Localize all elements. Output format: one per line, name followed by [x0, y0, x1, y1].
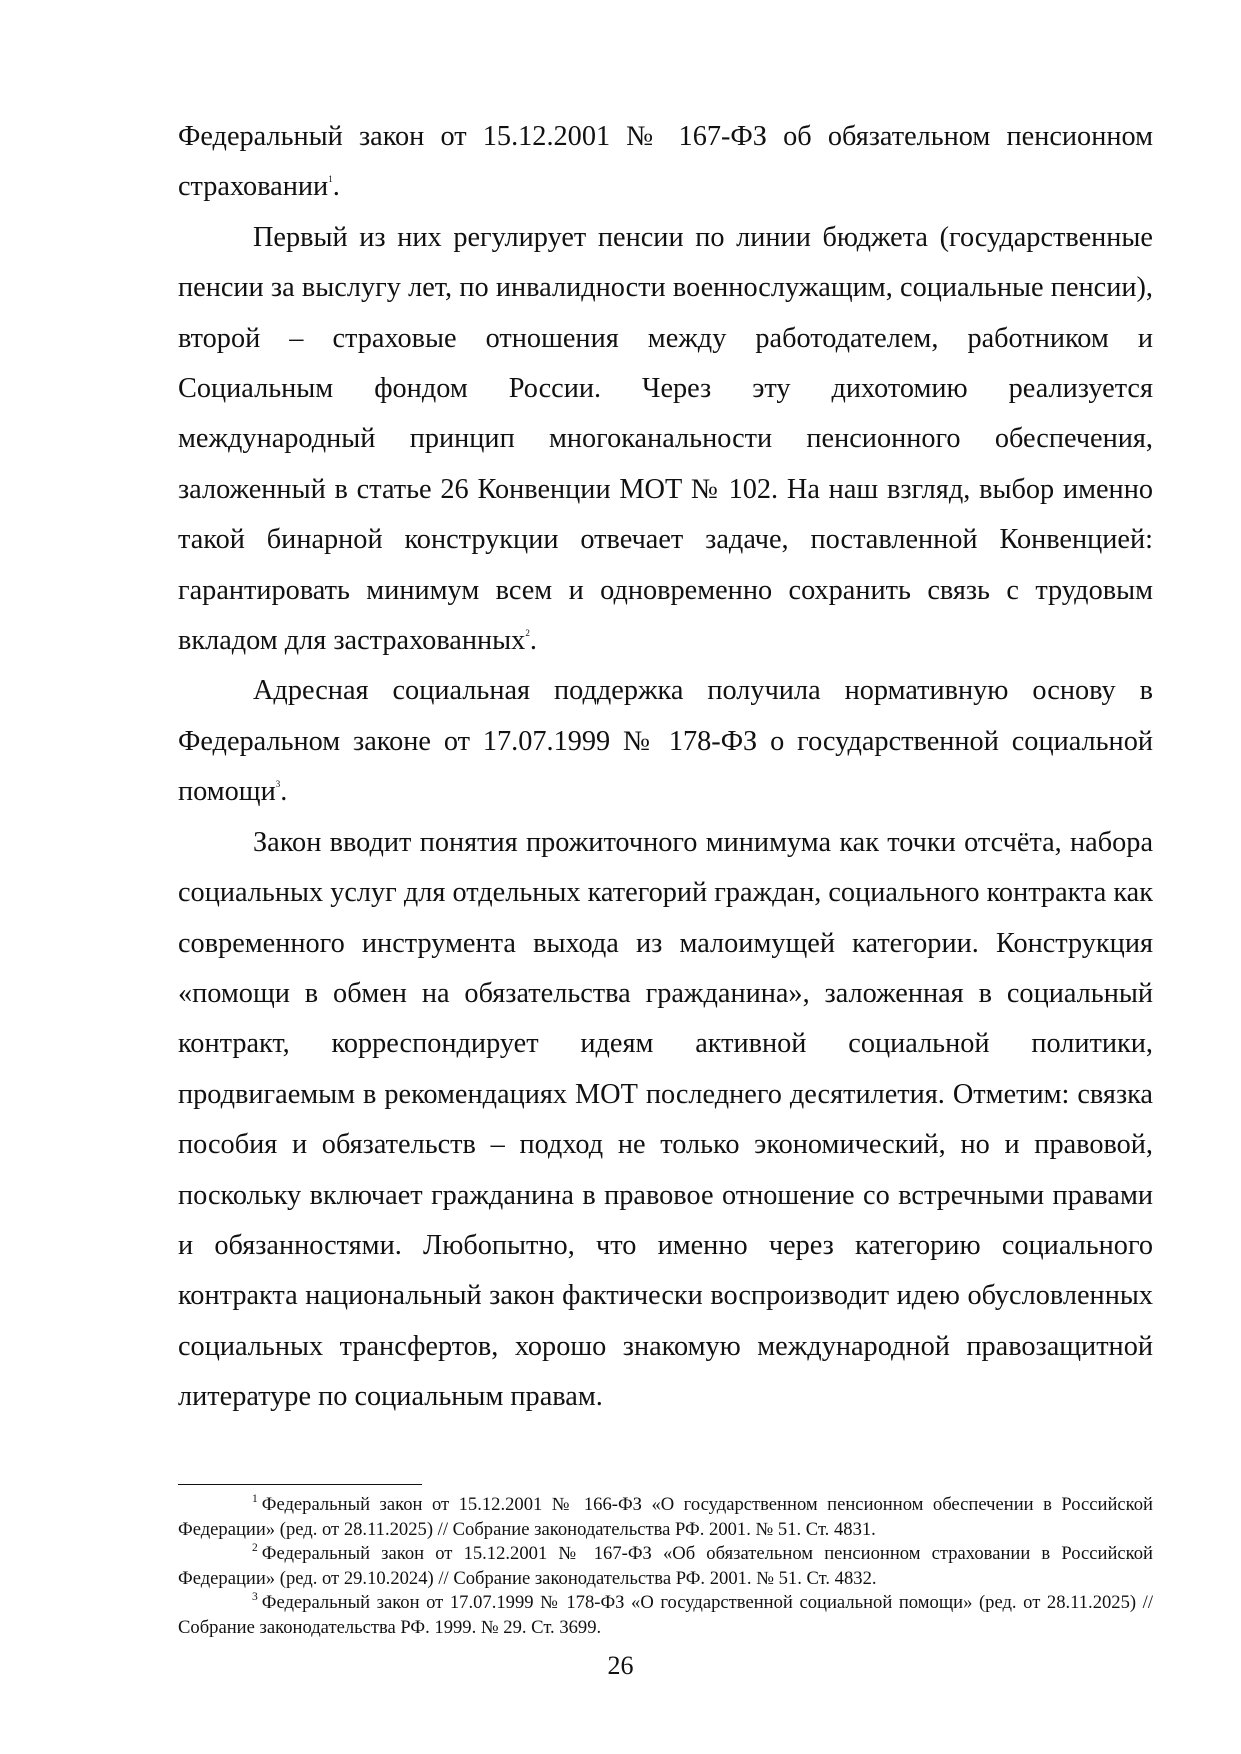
footnotes — [178, 1493, 1153, 1640]
paragraph — [178, 213, 1153, 667]
paragraph-text: Первый из них регулирует пенсии по линии бюджета (государственные пенсии за выслугу лет, по инвалидности военнослужащим, социальные пенсии), второй – страховые отношения между работодателем, работником и Социальным фондом России. Через эту дихотомию реализуется международный принцип многоканальности пенсионного обеспечения, заложенный в статье 26 Конвенции МОТ № 102. На наш взгляд, выбор именно такой бинарной конструкции отвечает задаче, поставленной Конвенцией: гарантировать минимум всем и одновременно сохранить связь с трудовым вкладом для застрахованных — [178, 221, 1153, 657]
paragraph-tail: . — [280, 776, 288, 808]
footnote-separator — [178, 1484, 422, 1485]
paragraph-text: Адресная социальная поддержка получила нормативную основу в Федеральном законе от 17.07.1999 № 178-ФЗ о государственной социальной помощи — [178, 675, 1153, 808]
paragraph — [178, 666, 1153, 817]
footnote — [178, 1493, 1153, 1542]
paragraph-continuation — [178, 112, 1153, 213]
paragraph-tail: . — [332, 171, 340, 203]
page-number: 26 — [607, 1651, 634, 1680]
footnote-ref[interactable]: 3 — [275, 778, 281, 789]
paragraph — [178, 818, 1153, 1423]
footnote — [178, 1591, 1153, 1640]
footnote-mark: 2 — [252, 1541, 258, 1554]
paragraph-tail: . — [529, 625, 537, 657]
footnote-ref[interactable]: 1 — [328, 173, 333, 184]
footnote-mark: 1 — [252, 1492, 258, 1505]
footnote — [178, 1542, 1153, 1591]
footnote-text: Федеральный закон от 15.12.2001 № 167-ФЗ «Об обязательном пенсионном страховании в Российской Федерации» (ред. от 29.10.2024) // Собрание законодательства РФ. 2001. № 51. Ст. 4832. — [178, 1543, 1153, 1589]
footnote-ref[interactable]: 2 — [525, 627, 530, 638]
footnote-mark: 3 — [252, 1590, 258, 1603]
paragraph-text: Закон вводит понятия прожиточного минимума как точки отсчёта, набора социальных услуг для отдельных категорий граждан, социального контракта как современного инструмента выхода из малоимущей категории. Конструкция «помощи в обмен на обязательства гражданина», заложенная в социальный контракт, корреспондирует идеям активной социальной политики, продвигаемым в рекомендациях МОТ последнего десятилетия. Отметим: связка пособия и обязательств – подход не только экономический, но и правовой, поскольку включает гражданина в правовое отношение со встречными правами и обязанностями. Любопытно, что именно через категорию социального контракта национальный закон фактически воспроизводит идею обусловленных социальных трансфертов, хорошо знакомую международной правозащитной литературе по социальным правам. — [178, 826, 1153, 1413]
footnote-text: Федеральный закон от 17.07.1999 № 178-ФЗ «О государственной социальной помощи» (ред. от 28.11.2025) // Собрание законодательства РФ. 1999. № 29. Ст. 3699. — [178, 1592, 1153, 1638]
document-body — [178, 112, 1153, 1423]
footnote-text: Федеральный закон от 15.12.2001 № 166-ФЗ «О государственном пенсионном обеспечении в Российской Федерации» (ред. от 28.11.2025) // Собрание законодательства РФ. 2001. № 51. Ст. 4831. — [178, 1494, 1153, 1540]
paragraph-text: Федеральный закон от 15.12.2001 № 167-ФЗ об обязательном пенсионном страховании — [178, 121, 1153, 203]
